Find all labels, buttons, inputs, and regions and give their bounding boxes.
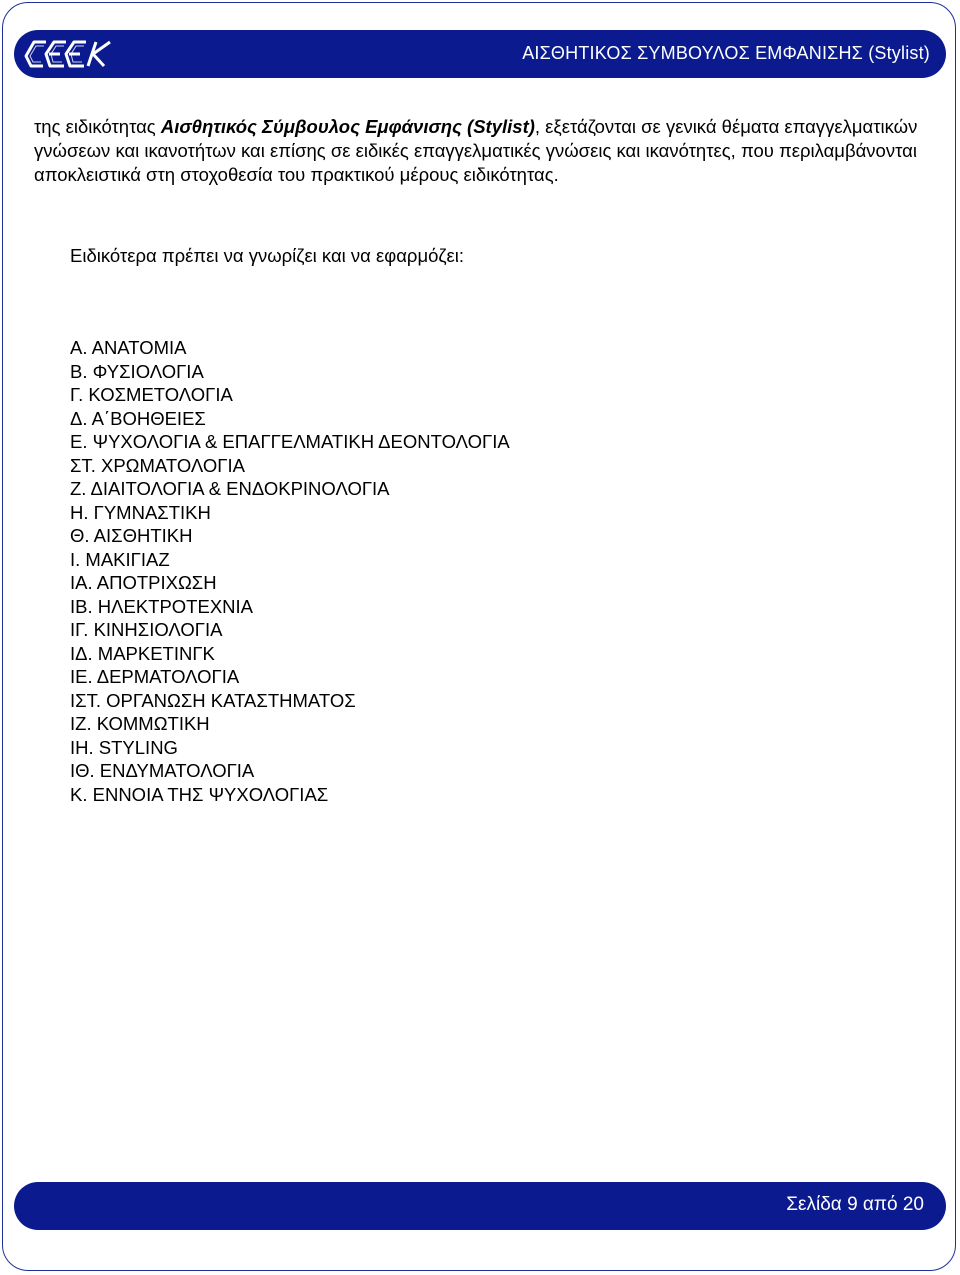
subject-item: ΣΤ. ΧΡΩΜΑΤΟΛΟΓΙΑ: [70, 454, 245, 476]
subject-item: Η. ΓΥΜΝΑΣΤΙΚΗ: [70, 501, 211, 523]
intro-prefix: της ειδικότητας: [34, 116, 161, 137]
subject-item: ΙΑ. ΑΠΟΤΡΙΧΩΣΗ: [70, 572, 217, 593]
subject-item: Δ. Α΄ΒΟΗΘΕΙΕΣ: [70, 407, 206, 429]
intro-suffix: , εξετάζονται σε γενικά θέματα επαγγελματικών γνώσεων και ικανοτήτων και επίσης σε ειδικές επαγγελματικές γνώσεις και ικανότητες, που περιλαμβάνονται αποκλειστικά στη στοχοθεσία του πρακτικού μέρους ειδικότητας.: [34, 116, 918, 185]
subject-item: ΙΘ. ΕΝΔΥΜΑΤΟΛΟΓΙΑ: [70, 760, 255, 781]
intro-paragraph: [34, 115, 924, 187]
subject-item: Α. ΑΝΑΤΟΜΙΑ: [70, 337, 187, 358]
subject-item: Γ. ΚΟΣΜΕΤΟΛΟΓΙΑ: [70, 384, 233, 405]
subject-item: Θ. ΑΙΣΘΗΤΙΚΗ: [70, 525, 193, 546]
subjects-list: [70, 336, 510, 806]
subject-item: Ι. ΜΑΚΙΓΙΑΖ: [70, 548, 170, 570]
subject-item: Κ. ΕΝΝΟΙΑ ΤΗΣ ΨΥΧΟΛΟΓΙΑΣ: [70, 783, 329, 805]
subject-item: ΙΕ. ΔΕΡΜΑΤΟΛΟΓΙΑ: [70, 666, 240, 687]
subject-item: ΙΖ. ΚΟΜΜΩΤΙΚΗ: [70, 713, 210, 734]
subject-item: Β. ΦΥΣΙΟΛΟΓΙΑ: [70, 360, 204, 382]
ceek-logo: [20, 32, 116, 76]
subject-item: ΙΣΤ. ΟΡΓΑΝΩΣΗ ΚΑΤΑΣΤΗΜΑΤΟΣ: [70, 689, 356, 711]
subject-item: ΙΓ. ΚΙΝΗΣΙΟΛΟΓΙΑ: [70, 619, 223, 640]
specialty-name: Αισθητικός Σύμβουλος Εμφάνισης (Stylist): [160, 116, 535, 137]
page-number: Σελίδα 9 από 20: [786, 1194, 924, 1215]
specific-heading: Ειδικότερα πρέπει να γνωρίζει και να εφαρμόζει:: [70, 245, 465, 266]
subject-item: Ε. ΨΥΧΟΛΟΓΙΑ & ΕΠΑΓΓΕΛΜΑΤΙΚΗ ΔΕΟΝΤΟΛΟΓΙΑ: [70, 431, 510, 452]
subject-item: ΙΔ. ΜΑΡΚΕΤΙΝΓΚ: [70, 642, 215, 664]
header-bar: [14, 30, 946, 78]
subject-item: ΙΒ. ΗΛΕΚΤΡΟΤΕΧΝΙΑ: [70, 595, 254, 617]
subject-item: ΙΗ. STYLING: [70, 736, 178, 758]
document-title: ΑΙΣΘΗΤΙΚΟΣ ΣΥΜΒΟΥΛΟΣ ΕΜΦΑΝΙΣΗΣ (Stylist): [522, 43, 930, 63]
subject-item: Ζ. ΔΙΑΙΤΟΛΟΓΙΑ & ΕΝΔΟΚΡΙΝΟΛΟΓΙΑ: [70, 478, 390, 499]
footer-bar: [14, 1182, 946, 1230]
